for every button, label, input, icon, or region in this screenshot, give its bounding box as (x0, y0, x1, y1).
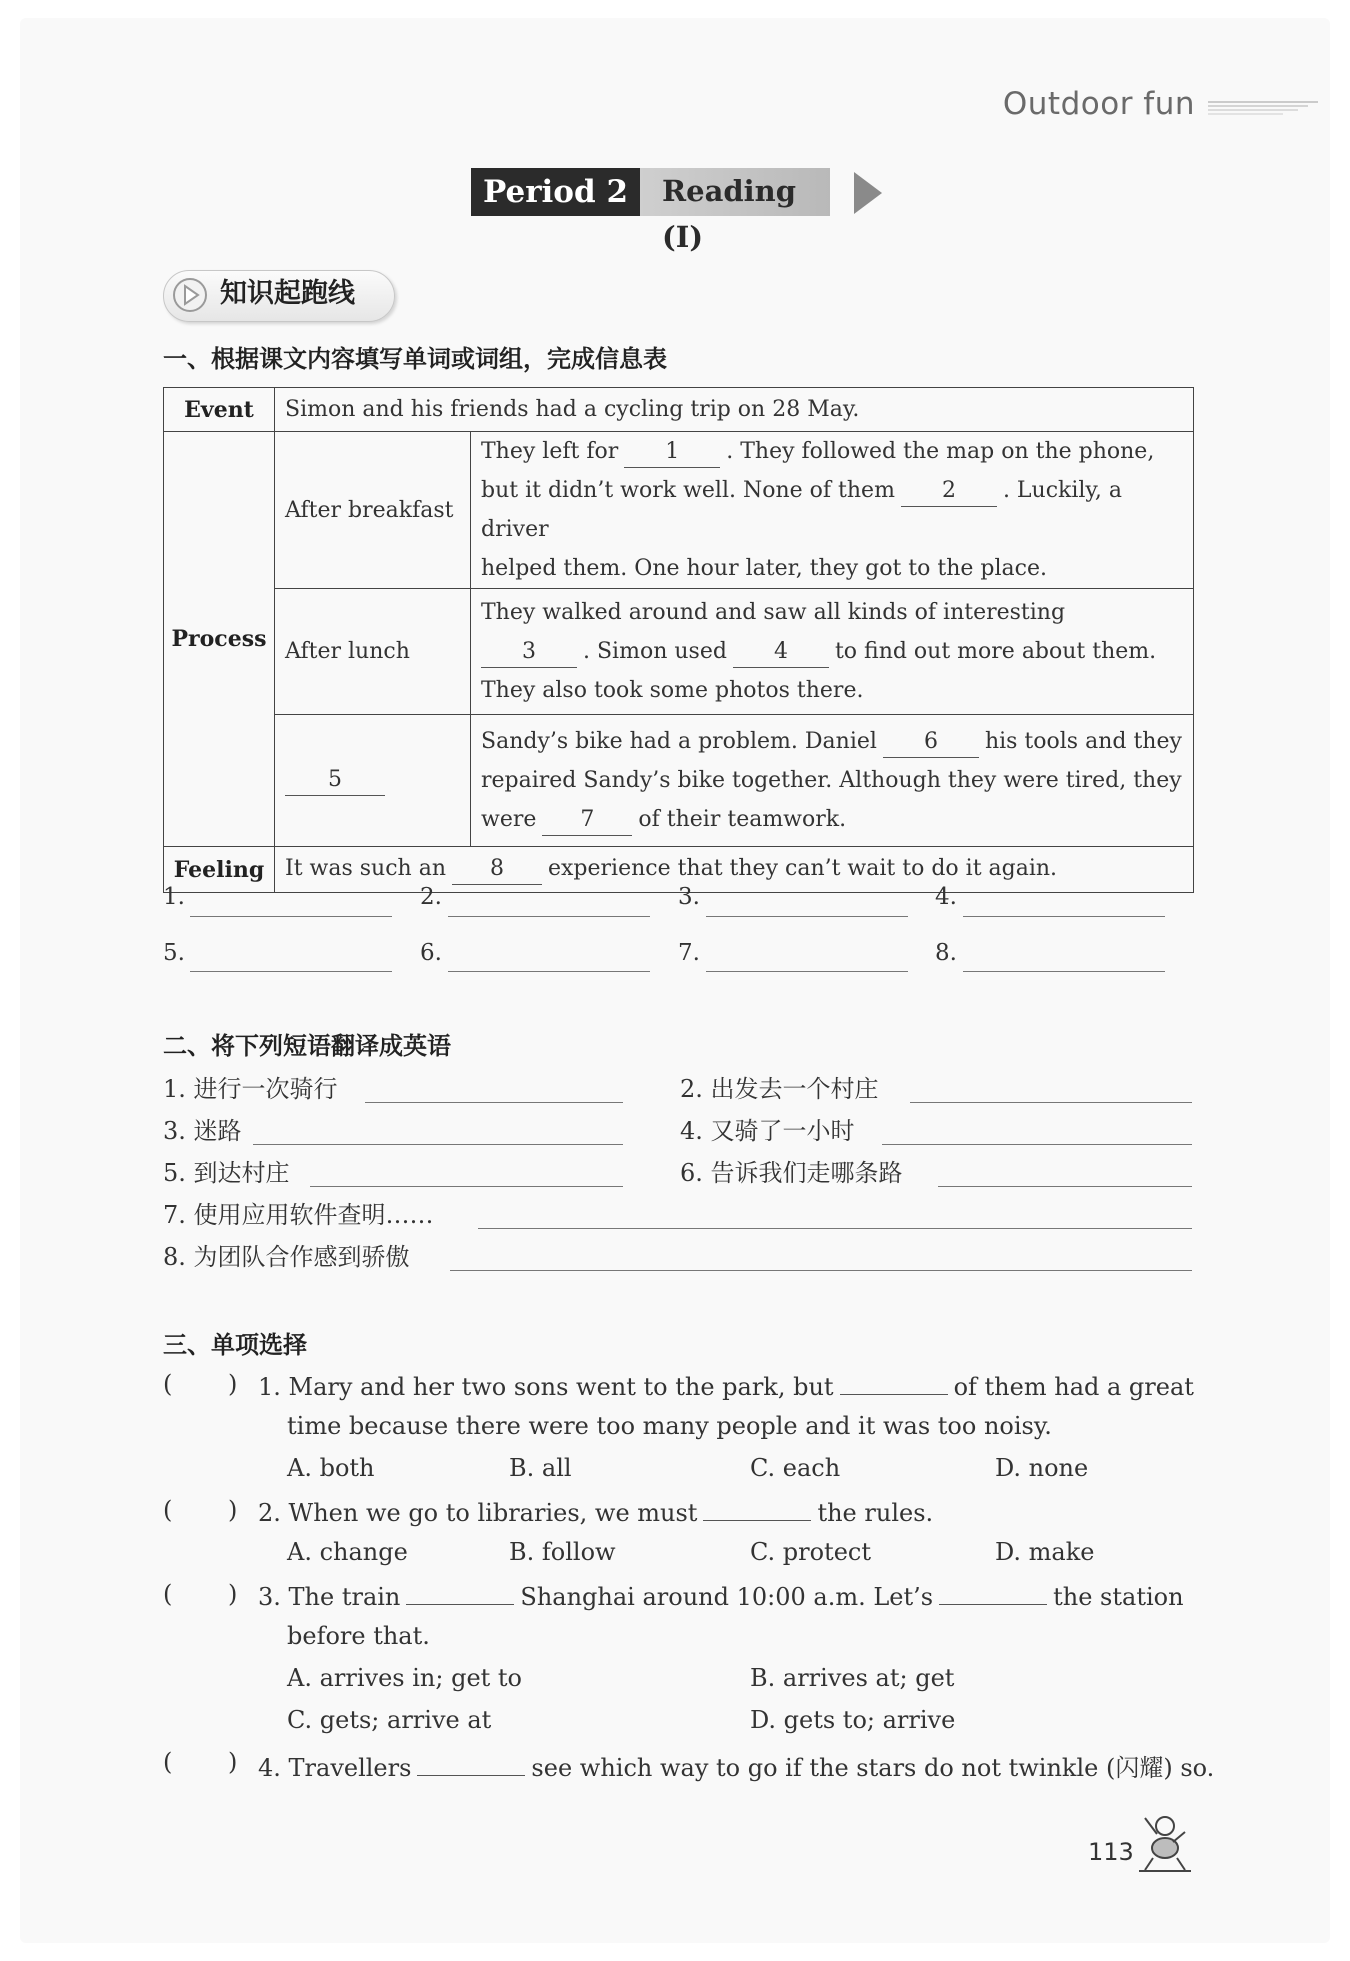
answer-box[interactable] (178, 1582, 224, 1612)
option-c[interactable]: C. each (750, 1454, 841, 1482)
page-number: 113 (1088, 1838, 1134, 1866)
translation-line[interactable] (938, 1186, 1192, 1187)
question-blank[interactable] (939, 1580, 1047, 1605)
section1-title: 一、根据课文内容填写单词或词组，完成信息表 (163, 345, 667, 373)
answer-line-3[interactable] (706, 916, 908, 917)
badge-label: 知识起跑线 (220, 278, 355, 309)
answer-paren-close: ) (228, 1370, 238, 1398)
option-a[interactable]: A. arrives in; get to (287, 1664, 523, 1692)
option-c[interactable]: C. gets; arrive at (287, 1706, 492, 1734)
cell-text: experience that they can’t wait to do it again. (547, 856, 1058, 881)
answer-number: 2. (420, 884, 442, 910)
answer-number: 6. (420, 940, 442, 966)
question-1-continued: time because there were too many people and it was too noisy. (287, 1412, 1052, 1440)
option-d[interactable]: D. gets to; arrive (750, 1706, 956, 1734)
play-arrow-icon (854, 172, 884, 214)
cell-text: They left for (481, 439, 619, 464)
cell-text: . Luckily, a driver (481, 478, 1123, 542)
cell-text: of their teamwork. (638, 807, 847, 832)
answer-number: 4. (935, 884, 957, 910)
answer-line-1[interactable] (190, 916, 392, 917)
answer-number: 5. (163, 940, 185, 966)
blank-1[interactable]: 1 (624, 437, 720, 468)
chapter-title: Outdoor fun (1002, 86, 1195, 122)
option-d[interactable]: D. make (995, 1538, 1095, 1566)
section2-title: 二、将下列短语翻译成英语 (163, 1032, 451, 1060)
question-3-continued: before that. (287, 1622, 430, 1650)
period-banner (471, 168, 830, 254)
answer-box[interactable] (178, 1372, 224, 1402)
question-blank[interactable] (417, 1751, 525, 1776)
answer-line-7[interactable] (706, 971, 908, 972)
option-c[interactable]: C. protect (750, 1538, 871, 1566)
table-row (164, 388, 1194, 432)
translation-line[interactable] (910, 1102, 1192, 1103)
question-text: 3. The train (258, 1583, 401, 1611)
question-text: the station (1053, 1583, 1184, 1611)
option-d[interactable]: D. none (995, 1454, 1089, 1482)
after-lunch-cell (471, 589, 1194, 715)
blank-8[interactable]: 8 (452, 854, 542, 885)
cell-text: were (481, 807, 537, 832)
feeling-label: Feeling (164, 847, 275, 893)
table-row (164, 432, 1194, 589)
play-circle-icon (171, 276, 209, 314)
translation-line[interactable] (450, 1270, 1192, 1271)
question-blank[interactable] (406, 1580, 514, 1605)
time-5-cell (275, 715, 471, 847)
translation-line[interactable] (365, 1102, 623, 1103)
answer-line-6[interactable] (448, 971, 650, 972)
answer-box[interactable] (178, 1750, 224, 1780)
answer-paren-close: ) (228, 1580, 238, 1608)
answer-paren-open: ( (163, 1748, 173, 1776)
option-a[interactable]: A. change (287, 1538, 408, 1566)
time-5-description (471, 715, 1194, 847)
question-3 (258, 1580, 1184, 1611)
question-text: Shanghai around 10:00 a.m. Let’s (520, 1583, 934, 1611)
translation-line[interactable] (253, 1144, 623, 1145)
blank-7[interactable]: 7 (542, 805, 632, 836)
question-blank[interactable] (840, 1370, 948, 1395)
after-breakfast-label: After breakfast (275, 432, 471, 589)
answer-paren-open: ( (163, 1496, 173, 1524)
table-row (164, 589, 1194, 715)
answer-line-2[interactable] (448, 916, 650, 917)
option-b[interactable]: B. arrives at; get (750, 1664, 955, 1692)
translation-item: 8. 为团队合作感到骄傲 (163, 1243, 410, 1271)
answer-number: 3. (678, 884, 700, 910)
blank-5[interactable]: 5 (285, 765, 385, 796)
answer-line-4[interactable] (963, 916, 1165, 917)
cell-text: repaired Sandy’s bike together. Although they were tired, they (481, 768, 1182, 793)
answer-paren-close: ) (228, 1748, 238, 1776)
period-label: Period 2 (471, 168, 640, 216)
cell-text: They also took some photos there. (481, 678, 864, 703)
question-text: 4. Travellers (258, 1754, 412, 1782)
question-text: of them had a great (953, 1373, 1194, 1401)
cell-text: his tools and they (984, 729, 1182, 754)
answer-paren-open: ( (163, 1370, 173, 1398)
after-breakfast-cell (471, 432, 1194, 589)
answer-number: 8. (935, 940, 957, 966)
translation-line[interactable] (882, 1144, 1192, 1145)
translation-item: 4. 又骑了一小时 (680, 1117, 855, 1145)
question-text: 2. When we go to libraries, we must (258, 1499, 698, 1527)
cell-text: . Simon used (583, 639, 727, 664)
event-label: Event (164, 388, 275, 432)
cell-text: It was such an (285, 856, 446, 881)
translation-line[interactable] (310, 1186, 623, 1187)
after-lunch-label: After lunch (275, 589, 471, 715)
question-1 (258, 1370, 1194, 1401)
answer-number: 7. (678, 940, 700, 966)
hiker-mascot-icon (1135, 1812, 1193, 1874)
answer-line-5[interactable] (190, 971, 392, 972)
question-text: the rules. (817, 1499, 934, 1527)
question-4 (258, 1748, 1214, 1783)
cell-text: helped them. One hour later, they got to the place. (481, 556, 1047, 581)
process-label: Process (164, 432, 275, 847)
question-blank[interactable] (703, 1496, 811, 1521)
blank-4[interactable]: 4 (733, 637, 829, 668)
option-b[interactable]: B. all (509, 1454, 572, 1482)
answer-line-8[interactable] (963, 971, 1165, 972)
translation-item: 7. 使用应用软件查明…… (163, 1201, 434, 1229)
option-a[interactable]: A. both (287, 1454, 375, 1482)
info-table (163, 387, 1194, 893)
translation-item: 2. 出发去一个村庄 (680, 1075, 879, 1103)
blank-2[interactable]: 2 (901, 476, 997, 507)
cell-text: . They followed the map on the phone, (726, 439, 1155, 464)
table-row (164, 715, 1194, 847)
translation-item: 1. 进行一次骑行 (163, 1075, 338, 1103)
cell-text: They walked around and saw all kinds of interesting (481, 600, 1066, 625)
answer-number: 1. (163, 884, 185, 910)
blank-3[interactable]: 3 (481, 637, 577, 668)
event-text: Simon and his friends had a cycling trip on 28 May. (275, 388, 1194, 432)
lesson-label: Reading (I) (640, 168, 830, 216)
question-text: 1. Mary and her two sons went to the park, but (258, 1373, 834, 1401)
cell-text: to find out more about them. (834, 639, 1157, 664)
section3-title: 三、单项选择 (163, 1331, 307, 1359)
translation-item: 3. 迷路 (163, 1117, 242, 1145)
feeling-cell (275, 847, 1194, 893)
question-2 (258, 1496, 933, 1527)
translation-item: 6. 告诉我们走哪条路 (680, 1159, 903, 1187)
translation-item: 5. 到达村庄 (163, 1159, 290, 1187)
answer-paren-open: ( (163, 1580, 173, 1608)
answer-paren-close: ) (228, 1496, 238, 1524)
header-decoration-lines (1208, 98, 1320, 118)
cell-text: but it didn’t work well. None of them (481, 478, 895, 503)
cell-text: Sandy’s bike had a problem. Daniel (481, 729, 877, 754)
option-b[interactable]: B. follow (509, 1538, 616, 1566)
translation-line[interactable] (478, 1228, 1192, 1229)
question-text: see which way to go if the stars do not twinkle (闪耀) so. (531, 1754, 1215, 1782)
answer-box[interactable] (178, 1498, 224, 1528)
blank-6[interactable]: 6 (883, 727, 979, 758)
